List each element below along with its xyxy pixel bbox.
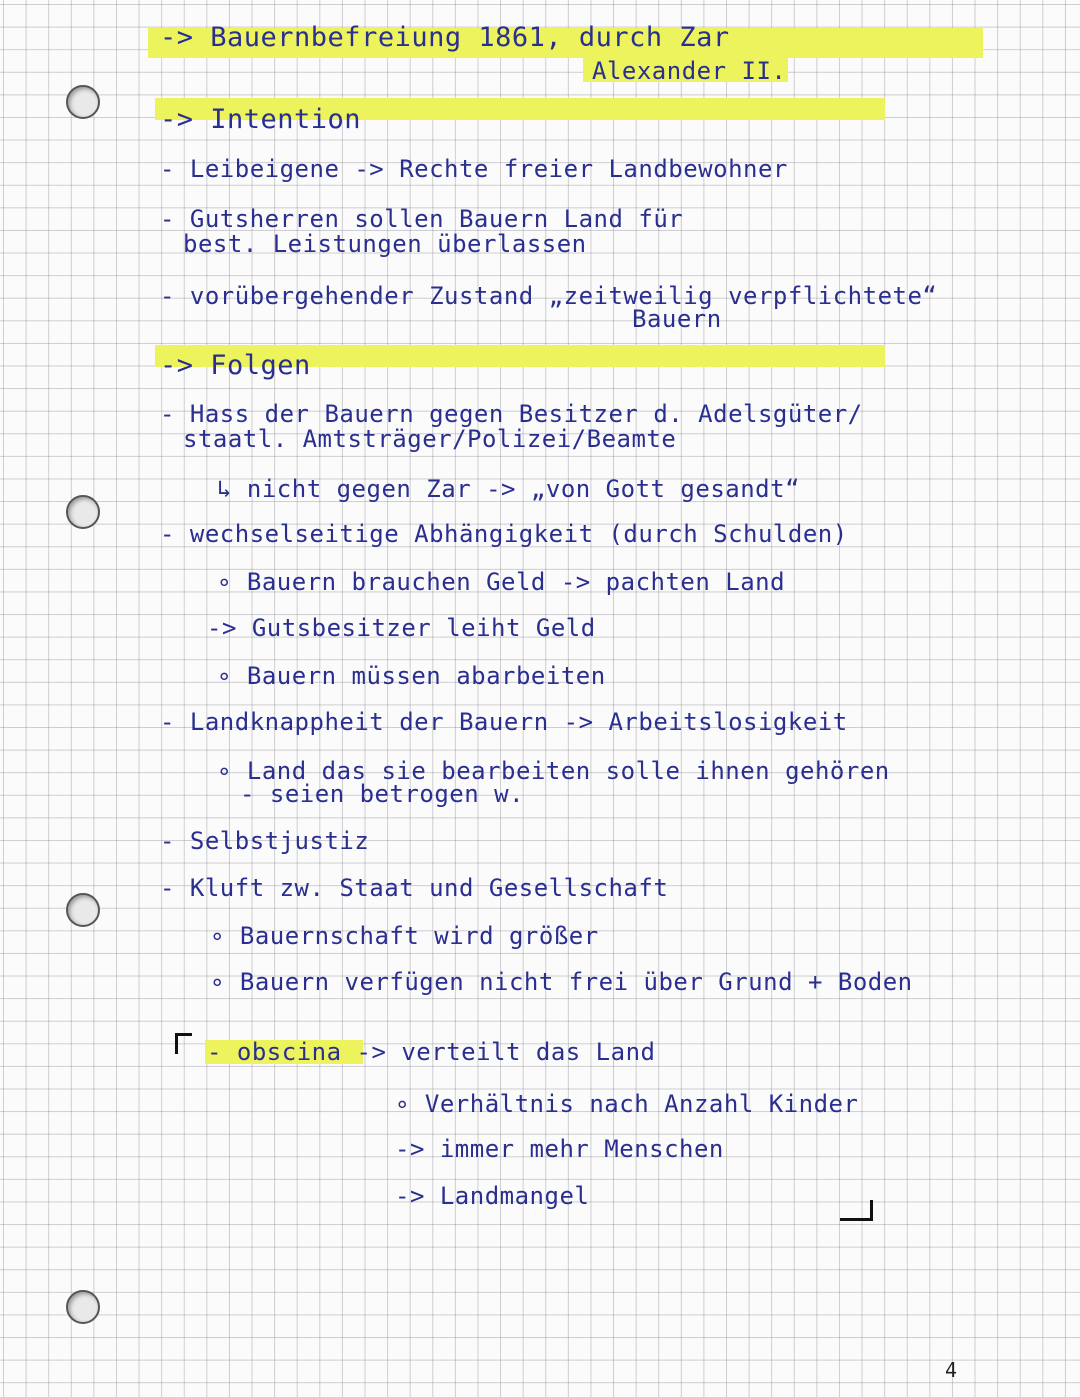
note-line: - Landknappheit der Bauern -> Arbeitslosigkeit bbox=[160, 708, 848, 736]
note-line: ∘ Bauern müssen abarbeiten bbox=[217, 662, 606, 690]
note-line: - Kluft zw. Staat und Gesellschaft bbox=[160, 874, 669, 902]
note-line: - Gutsherren sollen Bauern Land für bbox=[160, 205, 684, 233]
note-line: ∘ Bauern brauchen Geld -> pachten Land bbox=[217, 568, 786, 596]
page-number: 4 bbox=[945, 1358, 958, 1382]
note-line: -> immer mehr Menschen bbox=[395, 1135, 724, 1163]
note-line: -> Landmangel bbox=[395, 1182, 590, 1210]
note-line: - Leibeigene -> Rechte freier Landbewohner bbox=[160, 155, 788, 183]
note-line: -> Gutsbesitzer leiht Geld bbox=[207, 614, 596, 642]
punch-hole bbox=[66, 85, 100, 119]
punch-hole bbox=[66, 893, 100, 927]
note-line: - Selbstjustiz bbox=[160, 827, 370, 855]
note-heading: -> Folgen bbox=[160, 350, 311, 381]
note-line: - wechselseitige Abhängigkeit (durch Schulden) bbox=[160, 520, 848, 548]
note-line: ↳ nicht gegen Zar -> „von Gott gesandt“ bbox=[217, 475, 801, 503]
punch-hole bbox=[66, 1290, 100, 1324]
note-line: - vorübergehender Zustand „zeitweilig verpflichtete“ bbox=[160, 282, 938, 310]
note-line: best. Leistungen überlassen bbox=[183, 230, 587, 258]
note-line: ∘ Land das sie bearbeiten solle ihnen gehören bbox=[217, 757, 890, 785]
note-line: staatl. Amtsträger/Polizei/Beamte bbox=[183, 425, 677, 453]
bracket-open-mark bbox=[175, 1033, 192, 1054]
note-line: - Hass der Bauern gegen Besitzer d. Adelsgüter/ bbox=[160, 400, 863, 428]
note-heading: -> Bauernbefreiung 1861, durch Zar bbox=[160, 22, 730, 53]
note-line: ∘ Bauern verfügen nicht frei über Grund + Boden bbox=[210, 968, 913, 996]
note-line: ∘ Verhältnis nach Anzahl Kinder bbox=[395, 1090, 859, 1118]
bracket-close-mark bbox=[840, 1200, 873, 1221]
note-heading: -> Intention bbox=[160, 104, 362, 135]
punch-hole bbox=[66, 495, 100, 529]
note-line: Alexander II. bbox=[592, 57, 787, 85]
note-line: Bauern bbox=[632, 305, 722, 333]
note-line: ∘ Bauernschaft wird größer bbox=[210, 922, 599, 950]
note-line: - seien betrogen w. bbox=[240, 780, 525, 808]
note-line: - obscina -> verteilt das Land bbox=[207, 1038, 656, 1066]
